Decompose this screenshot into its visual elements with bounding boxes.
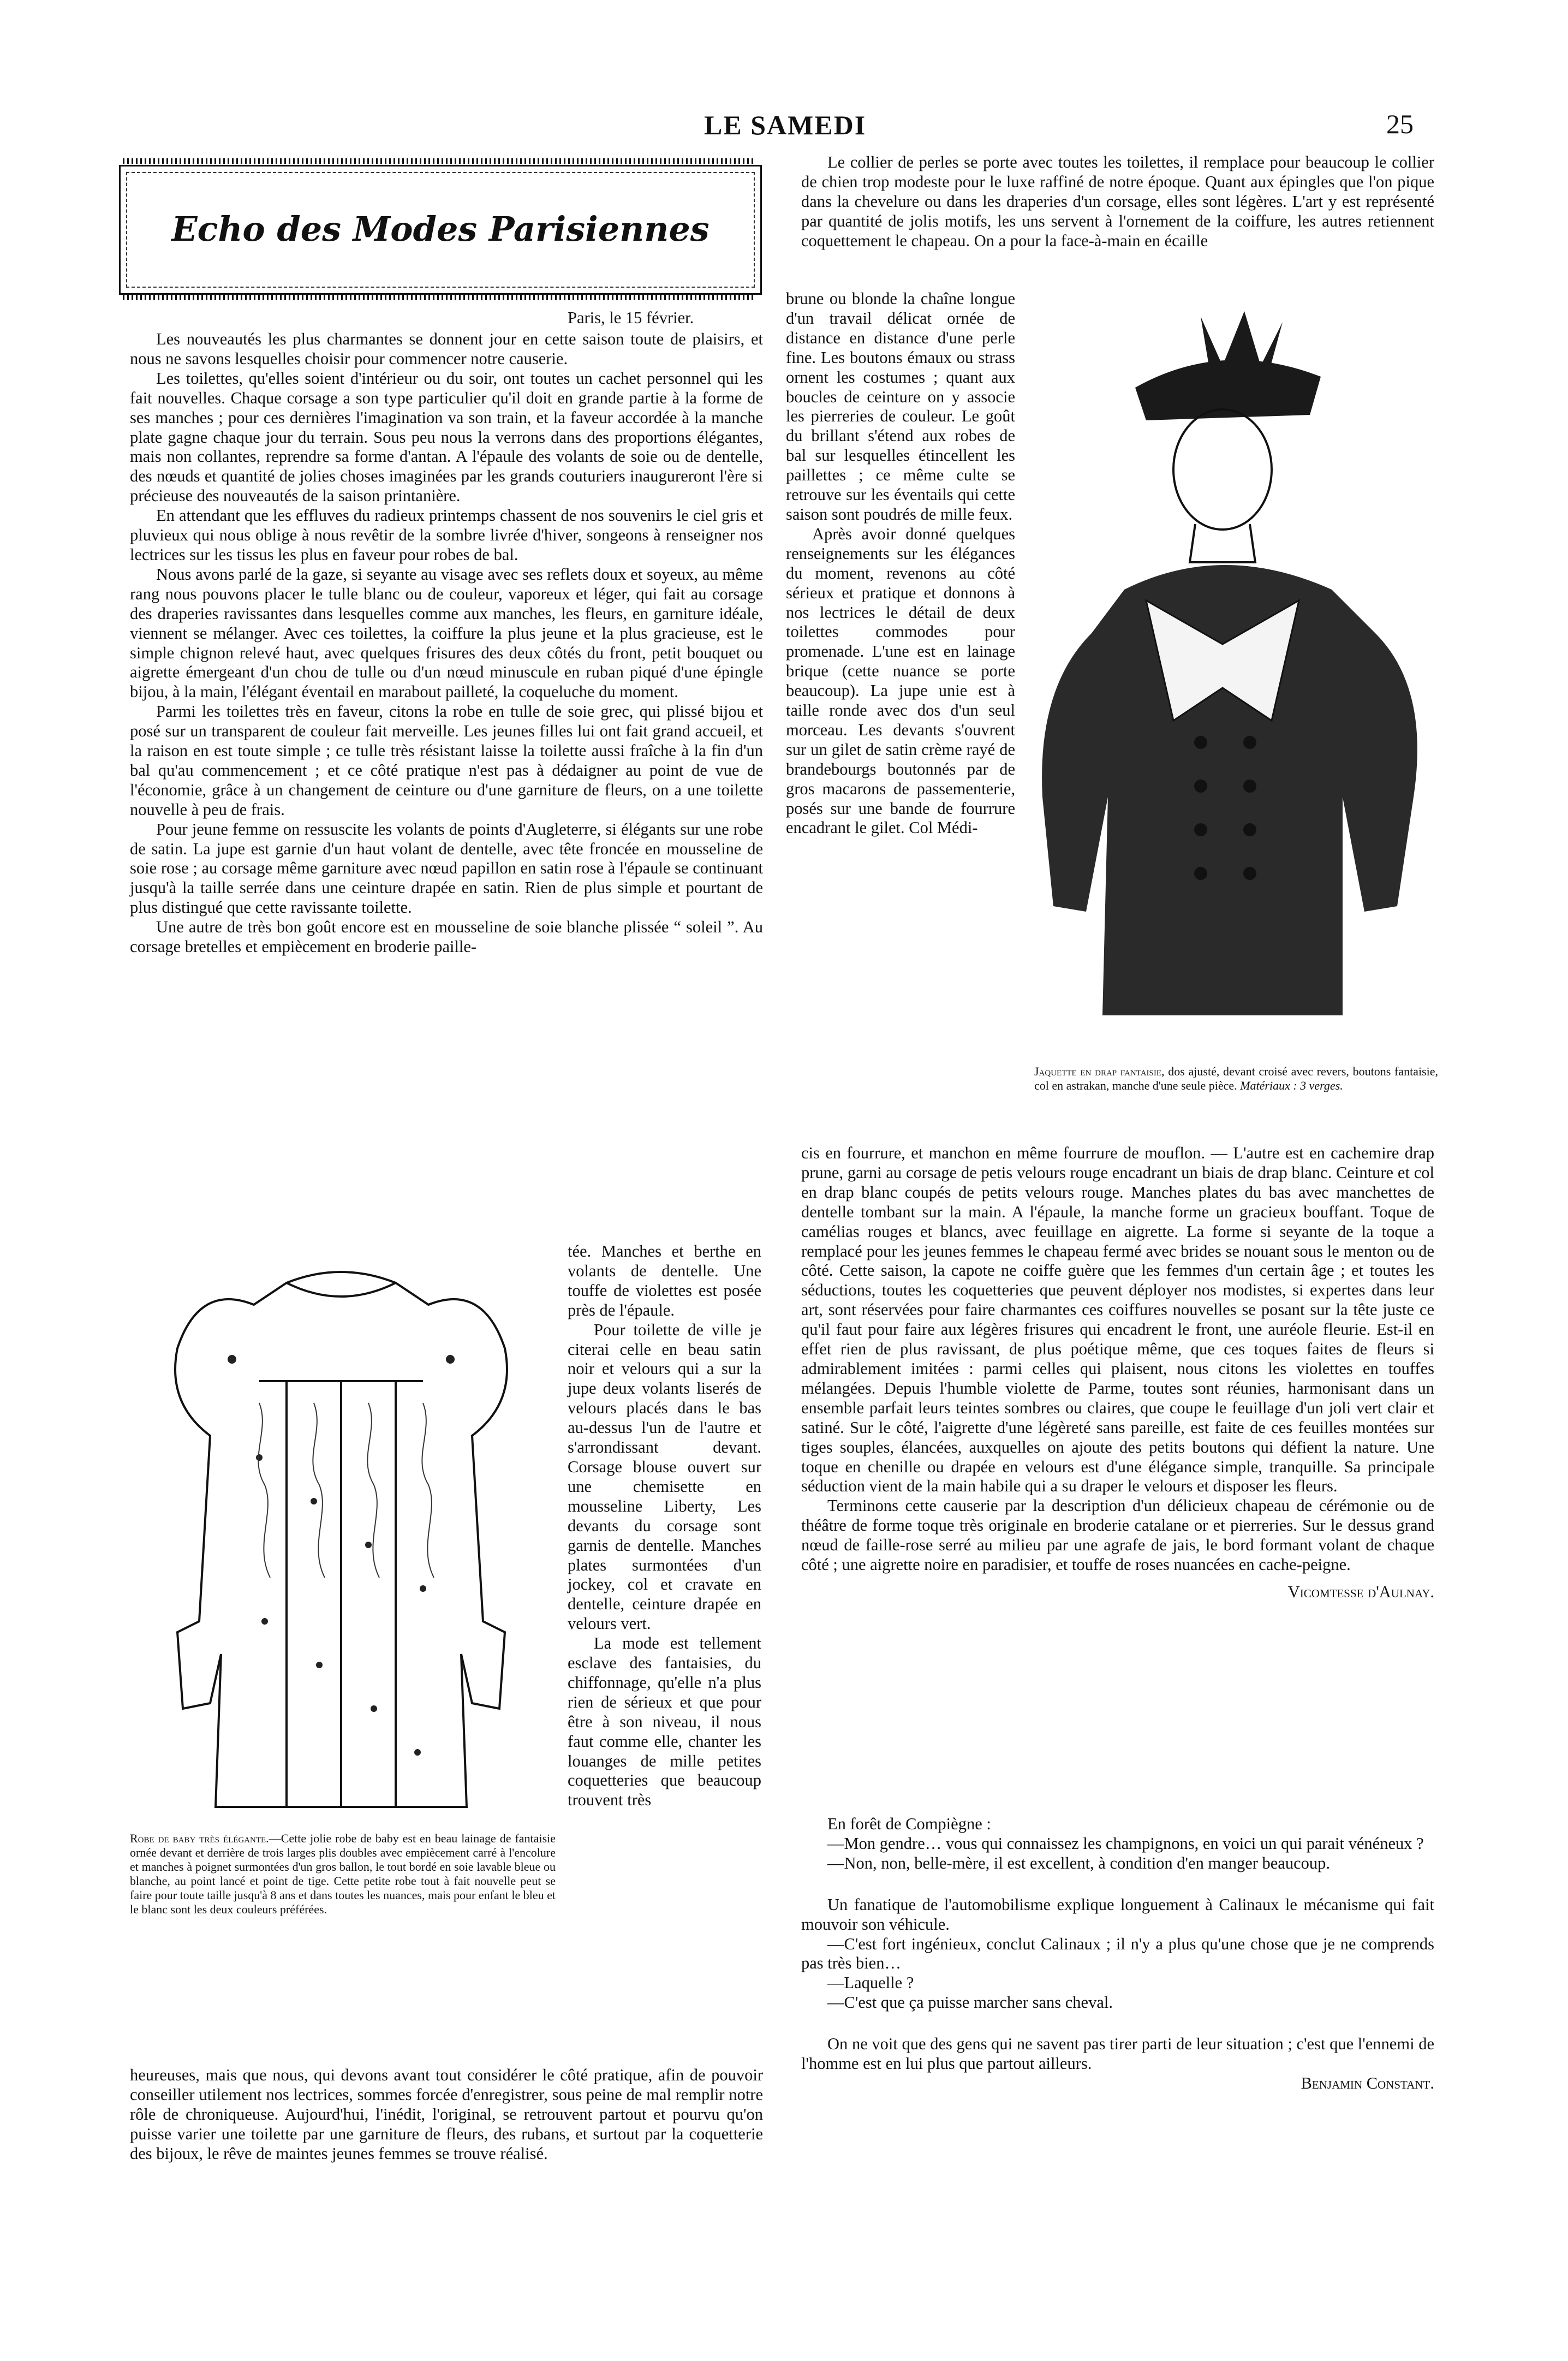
anecdote-line: —C'est que ça puisse marcher sans cheval.	[827, 1993, 1113, 2012]
paragraph: La mode est tellement esclave des fantaisies, du chiffonnage, qu'elle n'a plus rien de sérieux et que pour être à son niveau, il nous faut comme elle, chanter les louanges de mille petites coquetteries que beaucoup trouvent très	[568, 1634, 761, 1810]
page-number: 25	[1386, 109, 1414, 139]
paragraph: En attendant que les effluves du radieux printemps chassent de nos souvenirs le ciel gris et pluvieux qui nous oblige à nous revêtir de la sombre livrée d'hiver, songeons à renseigner nos lectrices sur les tissus les plus en faveur pour robes de bal.	[130, 506, 763, 564]
paragraph: Le collier de perles se porte avec toutes les toilettes, il remplace pour beaucoup le collier de chien trop modeste pour le luxe raffiné de notre époque. Quant aux épingles que l'on pique dans la chevelure ou dans les draperies d'un corsage, elles sont légères. L'art y est représenté par quantité de jolis motifs, les uns servent à l'ornement de la coiffure, les autres retiennent coquettement le chapeau. On a pour la face-à-main en écaille	[801, 153, 1434, 250]
right-narrow-column-text	[786, 289, 1015, 838]
baby-dress-drawing	[123, 1239, 559, 1818]
running-header-title: LE SAMEDI	[704, 110, 867, 140]
bottom-left-text	[130, 2066, 763, 2164]
caption-text: —Cette jolie robe de baby est en beau lainage de fantaisie ornée devant et derrière de trois larges plis doubles avec empiècement carré à l'encolure et manches à poignet surmontées d'un gros ballon, le tout bordé en soie lavable bleue ou blanche, au point lancé et point de tige. Cette petite robe tout à fait nouvelle peut se faire pour toute taille jusqu'à 8 ans et dans toutes les nuances, mais pour enfant le bleu et le blanc sont les deux couleurs préférées.	[130, 1831, 556, 1916]
dateline: Paris, le 15 février.	[568, 308, 694, 327]
baby-dress-illustration	[123, 1239, 559, 1818]
paragraph: Parmi les toilettes très en faveur, citons la robe en tulle de soie grec, qui plissé bijou et posé sur un transparent de couleur fait merveille. Les jeunes filles lui ont fait grand accueil, et la raison en est toute simple ; ce tulle très résistant laisse la toilette aussi fraîche à la fin d'un bal qu'au commencement ; et ce côté pratique n'est pas à dédaigner au point de vue de l'économie, grâce à un changement de ceinture ou d'une garniture de fleurs, on a une toilette nouvelle à peu de frais.	[130, 702, 763, 819]
anecdote-line: —Non, non, belle-mère, il est excellent, à condition d'en manger beaucoup.	[827, 1853, 1331, 1872]
paragraph: heureuses, mais que nous, qui devons avant tout considérer le côté pratique, afin de pouvoir conseiller utilement nos lectrices, sommes forcée d'enregistrer, sous peine de mal remplir notre rôle de chroniqueuse. Aujourd'hui, l'inédit, l'original, se retrouvent partout et pourvu qu'on puisse varier une toilette par une garniture de fleurs, des rubans, et surtout par la coquetterie des bijoux, le rêve de maintes jeunes femmes se trouve réalisé.	[130, 2066, 763, 2163]
jacket-illustration	[1037, 306, 1441, 1037]
anecdote-line: On ne voit que des gens qui ne savent pas tirer parti de leur situation ; c'est que l'ennemi de l'homme est en lui plus que partout ailleurs.	[801, 2035, 1434, 2073]
paragraph: Pour jeune femme on ressuscite les volants de points d'Augleterre, si élégants sur une robe de satin. La jupe est garnie d'un haut volant de dentelle, avec tête froncée en mousseline de soie rose ; au corsage même garniture avec nœud papillon en satin rose à l'épaule se continuant jusqu'à la taille serrée dans une ceinture drapée en satin. Rien de plus simple et pourtant de plus distingué que cette ravissante toilette.	[130, 819, 763, 917]
jacket-drawing	[1037, 306, 1441, 1037]
signature: Benjamin Constant.	[1301, 2073, 1434, 2092]
paragraph: Pour toilette de ville je citerai celle en beau satin noir et velours qui a sur la jupe deux volants liserés de velours placés dans le bas au-dessus l'un de l'autre et s'arrondissant devant. Corsage blouse ouvert sur une chemisette en mousseline Liberty, Les devants du corsage sont garnis de dentelle. Manches plates surmontées d'un jockey, col et cravate en dentelle, ceinture drapée en velours vert.	[568, 1320, 761, 1633]
title-ornament-bottom	[123, 295, 756, 300]
caption-title: Robe de baby très élégante.	[130, 1831, 269, 1845]
paragraph: brune ou blonde la chaîne longue d'un travail délicat ornée de distance en distance d'une perle fine. Les boutons émaux ou strass ornent les costumes ; quant aux boucles de ceinture on y associe les pierreries de couleur. Le goût du brillant s'étend aux robes de bal sur lesquelles étincellent les paillettes ; ce même culte se retrouve sur les éventails qui cette saison sont poudrés de mille feux.	[786, 289, 1015, 524]
caption-text: dos ajusté, devant croisé avec revers, boutons fantaisie, col en astrakan, manche d'une seule pièce.	[1034, 1064, 1438, 1092]
article-title: Echo des Modes Parisiennes	[171, 209, 710, 249]
anecdotes	[801, 1815, 1434, 2094]
paragraph: Les toilettes, qu'elles soient d'intérieur ou du soir, ont toutes un cachet personnel qui les fait nouvelles. Chaque corsage a son type particulier qu'il doit en grande partie à la forme de ses manches ; pour ces dernières l'imagination va son train, et la faveur accordée à la manche plate gagne chaque jour du terrain. Sous peu nous la verrons dans des proportions élégantes, mais non collantes, reprendre sa forme d'antan. A l'épaule des volants de soie ou de dentelle, des nœuds et quantité de jolies choses imaginées par les grands couturiers inaugureront l'ère si précieuse des nouveautés de la saison printanière.	[130, 368, 763, 505]
right-column-bottom-text	[801, 1144, 1434, 1602]
paragraph: cis en fourrure, et manchon en même fourrure de mouflon. — L'autre est en cachemire drap prune, garni au corsage de petis velours rouge encadrant un biais de drap blanc. Ceinture et col en drap blanc coupés de petits velours rouge. Manches plates du bas avec manchettes de dentelle tombant sur la main. A l'épaule, la manche forme un gracieux bouffant. Toque de camélias rouges et blancs, avec feuillage en aigrette. La forme si seyante de la toque a remplacé pour les jeunes femmes le chapeau fermé avec brides se nouant sous le menton ou de côté. Cette saison, la capote ne coiffe guère que les femmes d'un certain âge ; et toutes les séductions, toutes les coquetteries que peuvent déployer nos modistes, si expertes dans leur art, sont réservées pour faire charmantes ces coiffures nouvelles se posant sur la tête juste ce qu'il faut pour faire aux légères frisures qui encadrent le front, une auréole fleurie. Est-il en effet rien de plus ravissant, de plus poétique même, que ces toques faites de fleurs si admirablement imitées : parmi celles qui plaisent, nous citons les violettes en touffes mélangées. Depuis l'humble violette de Parme, toutes sont réunies, harmonisant dans un ensemble parfait leurs teintes sombres ou claires, que coupe le feuillage d'un joli vert clair et satiné. Sur le côté, l'aigrette d'une légèreté sans pareille, est faite de ces feuilles montées sur tiges souples, élancées, auxquelles on ajoute des petits boutons qui défient la nature. Une toque en chenille ou drapée en velours est d'une élégance simple, tranquille. Sa principale séduction vient de la main habile qui a su draper le velours et disposer les fleurs.	[801, 1144, 1434, 1496]
jacket-caption	[1034, 1064, 1438, 1093]
anecdote-line: —Laquelle ?	[827, 1973, 914, 1993]
narrow-column-text	[568, 1242, 761, 1810]
paragraph: Nous avons parlé de la gaze, si seyante au visage avec ses reflets doux et soyeux, au même rang nous pouvons placer le tulle blanc ou de couleur, vaporeux et léger, qui fait au corsage des draperies ravissantes dans lesquelles comme aux manches, les fleurs, en garniture idéale, viennent se mélanger. Avec ces toilettes, la coiffure la plus jeune et la plus gracieuse, est le simple chignon relevé haut, avec quelques frisures des deux côtés du front, petit bouquet ou aigrette émergeant d'un chou de tulle ou d'un nœud minuscule en ruban piqué d'une épingle bijou, à la main, l'élégant éventail en marabout pailleté, la coqueluche du moment.	[130, 564, 763, 701]
paragraph: Après avoir donné quelques renseignements sur les élégances du moment, revenons au côté sérieux et pratique et donnons à nos lectrices le détail de deux toilettes commodes pour promenade. L'une est en lainage brique (cette nuance se porte beaucoup). La jupe unie est à taille ronde avec dos d'un seul morceau. Les devants s'ouvrent sur un gilet de satin crème rayé de brandebourgs boutonnés par de gros macarons de passementerie, posés sur une bande de fourrure encadrant le gilet. Col Médi-	[786, 524, 1015, 837]
caption-material: Matériaux : 3 verges.	[1237, 1079, 1343, 1092]
anecdote-line: —C'est fort ingénieux, conclut Calinaux ; il n'y a plus qu'une chose que je ne comprends pas très bien…	[801, 1934, 1434, 1973]
left-column-text	[130, 330, 763, 957]
anecdote-line: En forêt de Compiègne :	[827, 1815, 991, 1833]
signature: Vicomtesse d'Aulnay.	[1287, 1582, 1434, 1601]
paragraph: Les nouveautés les plus charmantes se donnent jour en cette saison toute de plaisirs, et nous ne savons lesquelles choisir pour commencer notre causerie.	[130, 330, 763, 368]
caption-title: Jaquette en drap fantaisie,	[1034, 1064, 1165, 1078]
anecdote-line: Un fanatique de l'automobilisme explique longuement à Calinaux le mécanisme qui fait mouvoir son véhicule.	[801, 1895, 1434, 1934]
article-title-box	[119, 165, 762, 295]
paragraph: tée. Manches et berthe en volants de dentelle. Une touffe de violettes est posée près de l'épaule.	[568, 1242, 761, 1319]
baby-dress-caption	[130, 1831, 556, 1917]
paragraph: Une autre de très bon goût encore est en mousseline de soie blanche plissée “ soleil ”. Au corsage bretelles et empiècement en broderie paille-	[130, 918, 763, 956]
paragraph: Terminons cette causerie par la description d'un délicieux chapeau de cérémonie ou de théâtre de forme toque très originale en broderie catalane or et pierreries. Sur le dessus grand nœud de faille-rose serré au milieu par une agrafe de jais, le bord formant volant de chaque côté ; une aigrette noire en paradisier, et touffe de roses nuancées en cache-peigne.	[801, 1496, 1434, 1574]
right-column-top-text	[801, 153, 1434, 251]
anecdote-line: —Mon gendre… vous qui connaissez les champignons, en voici un qui parait vénéneux ?	[827, 1834, 1424, 1853]
title-ornament-top	[123, 158, 756, 164]
